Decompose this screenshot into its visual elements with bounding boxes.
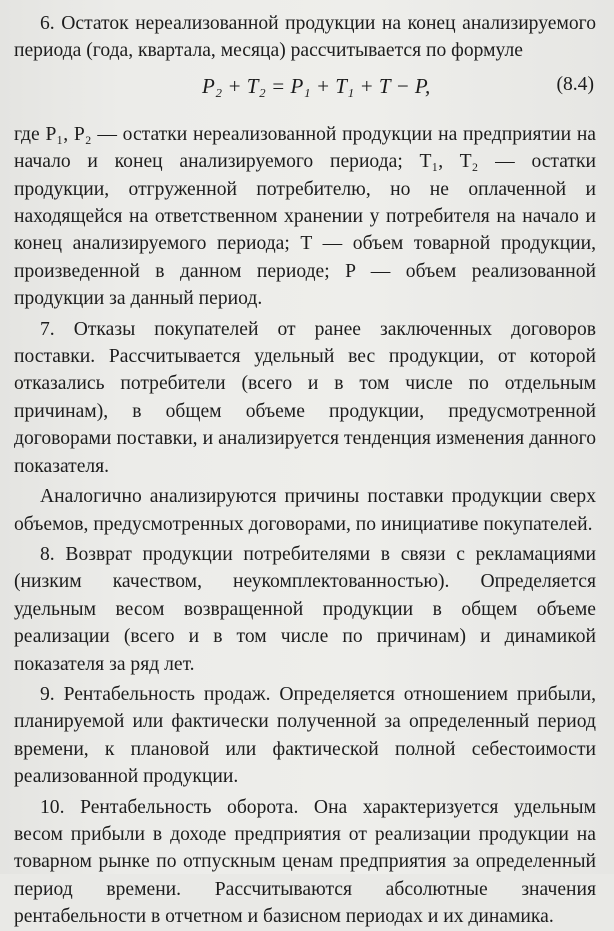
- paragraph-8: 8. Возврат продукции потребителями в связи с рекламациями (низким качеством, неукомплектованностью). Определяется удельным весом возвращенной продукции в общем объеме реализации (всего и в том числе по причинам) и динамикой показателя за ряд лет.: [14, 543, 596, 675]
- paragraph-7: 7. Отказы покупателей от ранее заключенных договоров поставки. Рассчитывается удельный вес продукции, от которой отказались потребители (всего и в том числе по отдельным причинам), в общем объеме продукции, предусмотренной договорами поставки, и анализируется тенденция изменения данного показателя.: [14, 318, 596, 477]
- formula-8-4: P₂ + T₂ = P₁ + T₁ + T − P,: [202, 73, 431, 98]
- paragraph-6-definitions: где P₁, P₂ — остатки нереализованной продукции на предприятии на начало и конец анализируемого периода; T₁, T₂ — остатки продукции, отгруженной потребителю, но не оплаченной и находящейся на ответственном хранении у потребителя на начало и конец анализируемого периода; T — объем товарной продукции, произведенной в данном периоде; P — объем реализованной продукции за данный период.: [14, 123, 596, 310]
- paragraph-10: 10. Рентабельность оборота. Она характеризуется удельным весом прибыли в доходе предприятия от реализации продукции на товарном рынке по отпускным ценам предприятия за определенный период времени. Рассчитываются абсолютные значения рентабельности в отчетном и базисном периодах и их динамика.: [14, 796, 596, 928]
- formula-row: [14, 65, 596, 121]
- paragraph-9: 9. Рентабельность продаж. Определяется отношением прибыли, планируемой или фактически полученной за определенный период времени, к плановой или фактической полной себестоимости реализованной продукции.: [14, 683, 596, 788]
- formula-number: (8.4): [556, 73, 594, 95]
- paragraph-7b: Аналогично анализируются причины поставки продукции сверх объемов, предусмотренных договорами, по инициативе покупателей.: [14, 486, 596, 535]
- paragraph-6-intro: 6. Остаток нереализованной продукции на конец анализируемого периода (года, квартала, месяца) рассчитывается по формуле: [14, 13, 596, 62]
